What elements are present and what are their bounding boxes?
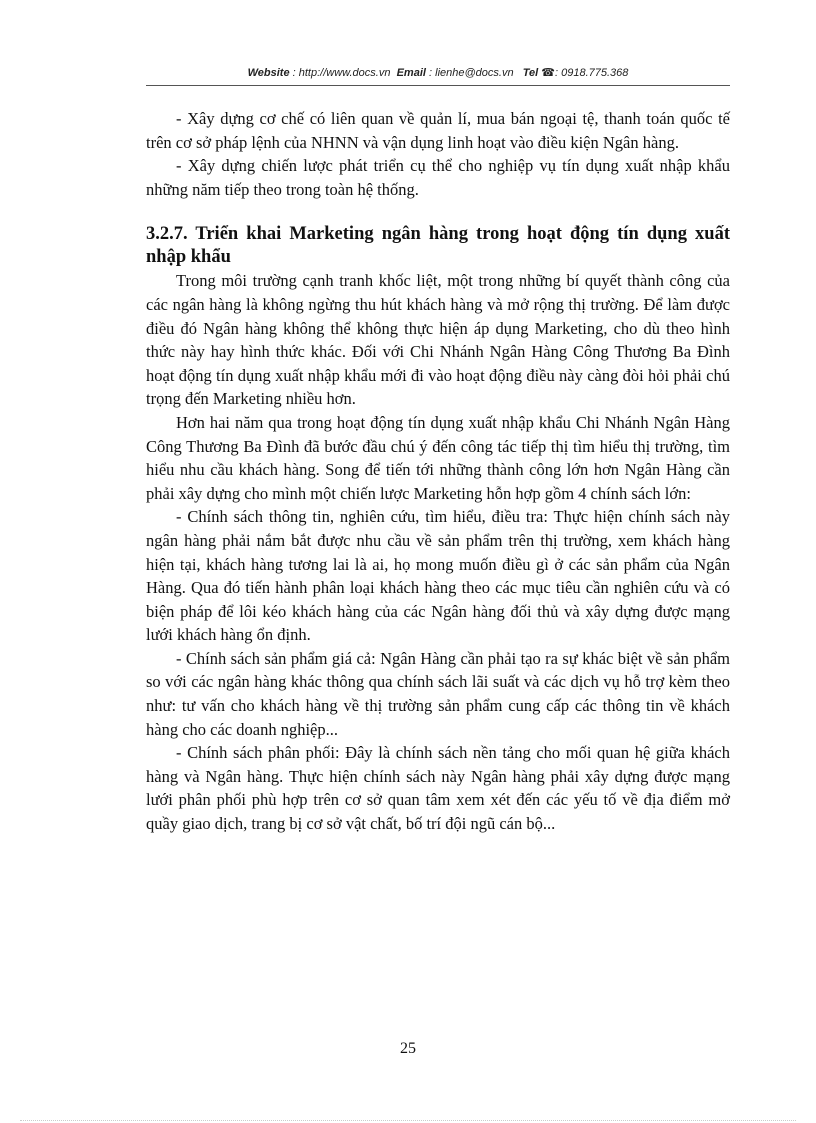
footer-divider [20,1120,796,1121]
paragraph-top-2: - Xây dựng chiến lược phát triển cụ thể cho nghiệp vụ tín dụng xuất nhập khẩu những năm tiếp theo trong toàn hệ thống. [146,156,730,199]
tel-value: : 0918.775.368 [554,67,629,79]
paragraph-body-5: - Chính sách phân phối: Đây là chính sách nền tảng cho mối quan hệ giữa khách hàng và Ngân hàng. Thực hiện chính sách này Ngân hàng phải xây dựng được mạng lưới phân phối phù hợp trên cơ sở quan tâm xem xét đến các yếu tố về địa điểm mở quầy giao dịch, trang bị cơ sở vật chất, bố trí đội ngũ cán bộ... [146,743,730,834]
email-label: Email [396,67,426,79]
header-divider [146,85,730,86]
email-value: : lienhe@docs.vn [429,67,514,79]
website-value: : http://www.docs.vn [292,67,391,79]
paragraph-body-4: - Chính sách sản phẩm giá cả: Ngân Hàng cần phải tạo ra sự khác biệt về sản phẩm so với các ngân hàng khác thông qua chính sách lãi suất và các dịch vụ hỗ trợ kèm theo như: tư vấn cho khách hàng về thị trường sản phẩm cung cấp các thông tin về khách hàng cho các doanh nghiệp... [146,648,730,739]
page-header [146,66,730,79]
website-label: Website [247,67,290,79]
section-heading: 3.2.7. Triển khai Marketing ngân hàng trong hoạt động tín dụng xuất nhập khẩu [146,224,730,268]
tel-label: Tel ☎ [522,67,555,79]
paragraph-top-1: - Xây dựng cơ chế có liên quan về quản lí, mua bán ngoại tệ, thanh toán quốc tế trên cơ sở pháp lệnh của NHNN và vận dụng linh hoạt vào điều kiện Ngân hàng. [146,109,730,152]
page-content [146,107,730,836]
paragraph-body-3: - Chính sách thông tin, nghiên cứu, tìm hiểu, điều tra: Thực hiện chính sách này ngân hàng phải nắm bắt được nhu cầu về sản phẩm trên thị trường, xem khách hàng hiện tại, khách hàng tương lai là ai, họ mong muốn điều gì ở các sản phẩm của Ngân Hàng. Qua đó tiến hành phân loại khách hàng theo các mục tiêu cần nghiên cứu và có biện pháp để lôi kéo khách hàng của các Ngân hàng đối thủ và xây dựng được mạng lưới khách hàng ổn định. [146,507,730,645]
paragraph-body-2: Hơn hai năm qua trong hoạt động tín dụng xuất nhập khẩu Chi Nhánh Ngân Hàng Công Thương Ba Đình đã bước đầu chú ý đến công tác tiếp thị tìm hiểu thị trường, tìm hiểu nhu cầu khách hàng. Song để tiến tới những thành công lớn hơn Ngân Hàng cần phải xây dựng cho mình một chiến lược Marketing hỗn hợp gồm 4 chính sách lớn: [146,412,730,503]
page-number: 25 [400,1040,416,1057]
paragraph-body-1: Trong môi trường cạnh tranh khốc liệt, một trong những bí quyết thành công của các ngân hàng là không ngừng thu hút khách hàng và mở rộng thị trường. Để làm được điều đó Ngân hàng không thể không thực hiện áp dụng Marketing, cho dù theo hình thức này hay hình thức khác. Đối với Chi Nhánh Ngân Hàng Công Thương Ba Đình hoạt động tín dụng xuất nhập khẩu mới đi vào hoạt động điều này càng đòi hỏi phải chú trọng đến Marketing nhiều hơn. [146,271,730,409]
